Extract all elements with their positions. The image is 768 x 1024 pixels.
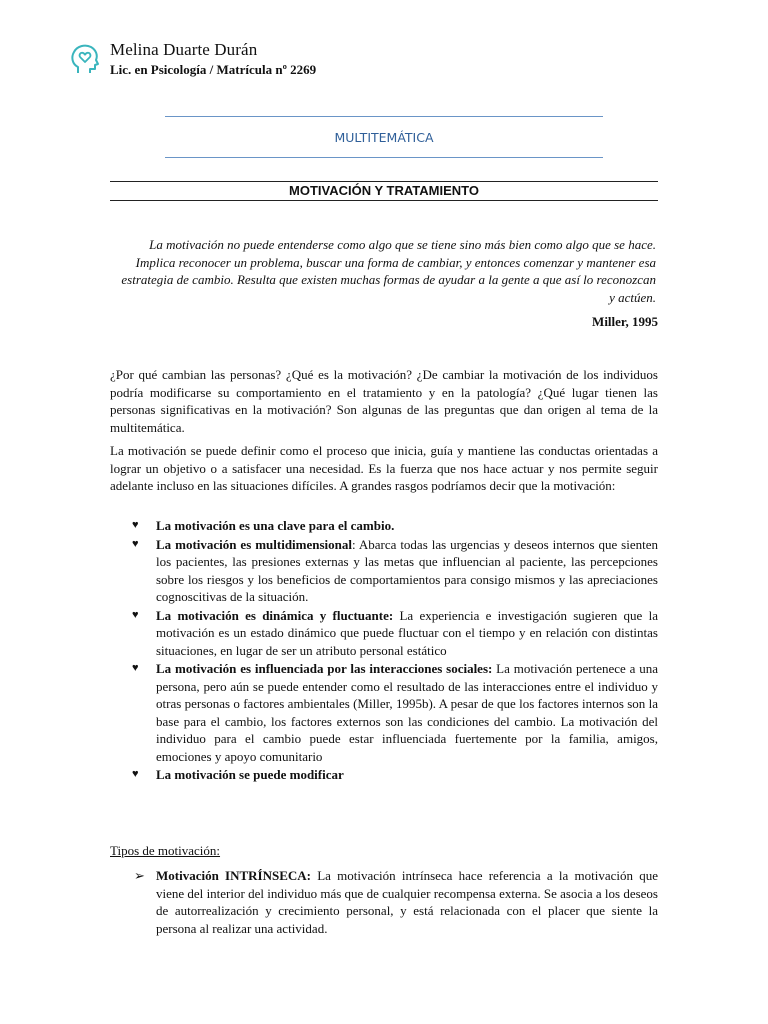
author-license: Lic. en Psicología / Matrícula nº 2269 [110, 62, 317, 77]
head-heart-icon [68, 42, 102, 76]
list-item: ➢ Motivación INTRÍNSECA: La motivación intrínseca hace referencia a la motivación que viene del interior del individuo más que de cualquier recompensa externa. Se asocia a los deseos de autorrealización y crecimiento personal, y está relacionada con el placer que siente la persona al realizar una actividad. [134, 868, 658, 936]
list-item: ♥ La motivación es dinámica y fluctuante: La experiencia e investigación sugieren que la motivación es un estado dinámico que puede fluctuar con el tiempo y en relación con distintas situaciones, en lugar de ser un atributo personal estático [132, 607, 658, 658]
list-item: ♥ La motivación es una clave para el cambio. [132, 518, 395, 533]
motivation-list [110, 517, 658, 784]
definition-paragraph: La motivación se puede definir como el proceso que inicia, guía y mantiene las conductas orientadas a lograr un objetivo o a satisfacer una necesidad. Es la fuerza que nos hace actuar y nos permite seguir adelante incluso en las situaciones difíciles. A grandes rasgos podríamos decir que la motivación: [110, 443, 658, 493]
title-top-rule [110, 181, 658, 182]
intro-paragraph: ¿Por qué cambian las personas? ¿Qué es la motivación? ¿De cambiar la motivación de los individuos podría modificarse su comportamiento en el tratamiento y en la patología? ¿Qué lugar tienen las personas significativas en la motivación? Son algunas de las preguntas que dan origen al tema de la multitemática. [110, 367, 658, 435]
list-item: ♥ La motivación es multidimensional: Abarca todas las urgencias y deseos internos que sienten los pacientes, las presiones externas y las metas que influencian al paciente, las percepciones sobre los riesgos y los beneficios de comportamientos para consigo mismos y las apreciaciones cognoscitivas de la situación. [132, 536, 658, 604]
section-tag: MULTITEMÁTICA [334, 130, 434, 145]
heart-bullet-icon: ♥ [132, 519, 139, 531]
author-name: Melina Duarte Durán [110, 40, 258, 59]
arrow-bullet-icon: ➢ [134, 868, 145, 883]
top-divider [165, 116, 603, 117]
heart-bullet-icon: ♥ [132, 608, 139, 621]
document-header [68, 40, 668, 84]
list-item: ♥ La motivación es influenciada por las interacciones sociales: La motivación pertenece a una persona, pero aún se puede entender como el resultado de las interacciones entre el individuo y otras personas o factores ambientales (Miller, 1995b). A pesar de que los factores internos son la base para el cambio, los factores externos son las condiciones del cambio. La motivación del individuo para el cambio puede estar influenciada fuertemente por la familia, amigos, emociones y apoyo comunitario [132, 661, 659, 764]
epigraph-quote: La motivación no puede entenderse como algo que se tiene sino más bien como algo que se hace. Implica reconocer un problema, buscar una forma de cambiar, y entonces comenzar y mantener esa estrategia de cambio. Resulta que existen muchas formas de ayudar a la gente a que así lo reconozcan y actúen. [121, 237, 656, 305]
heart-bullet-icon: ♥ [132, 662, 139, 674]
types-heading: Tipos de motivación: [110, 843, 221, 858]
document-title: MOTIVACIÓN Y TRATAMIENTO [289, 183, 479, 198]
heart-bullet-icon: ♥ [132, 537, 139, 550]
heart-bullet-icon: ♥ [132, 768, 139, 780]
title-bottom-rule [110, 200, 658, 201]
quote-author: Miller, 1995 [592, 314, 658, 329]
list-item: ♥ La motivación se puede modificar [132, 767, 344, 782]
section-divider [165, 157, 603, 158]
